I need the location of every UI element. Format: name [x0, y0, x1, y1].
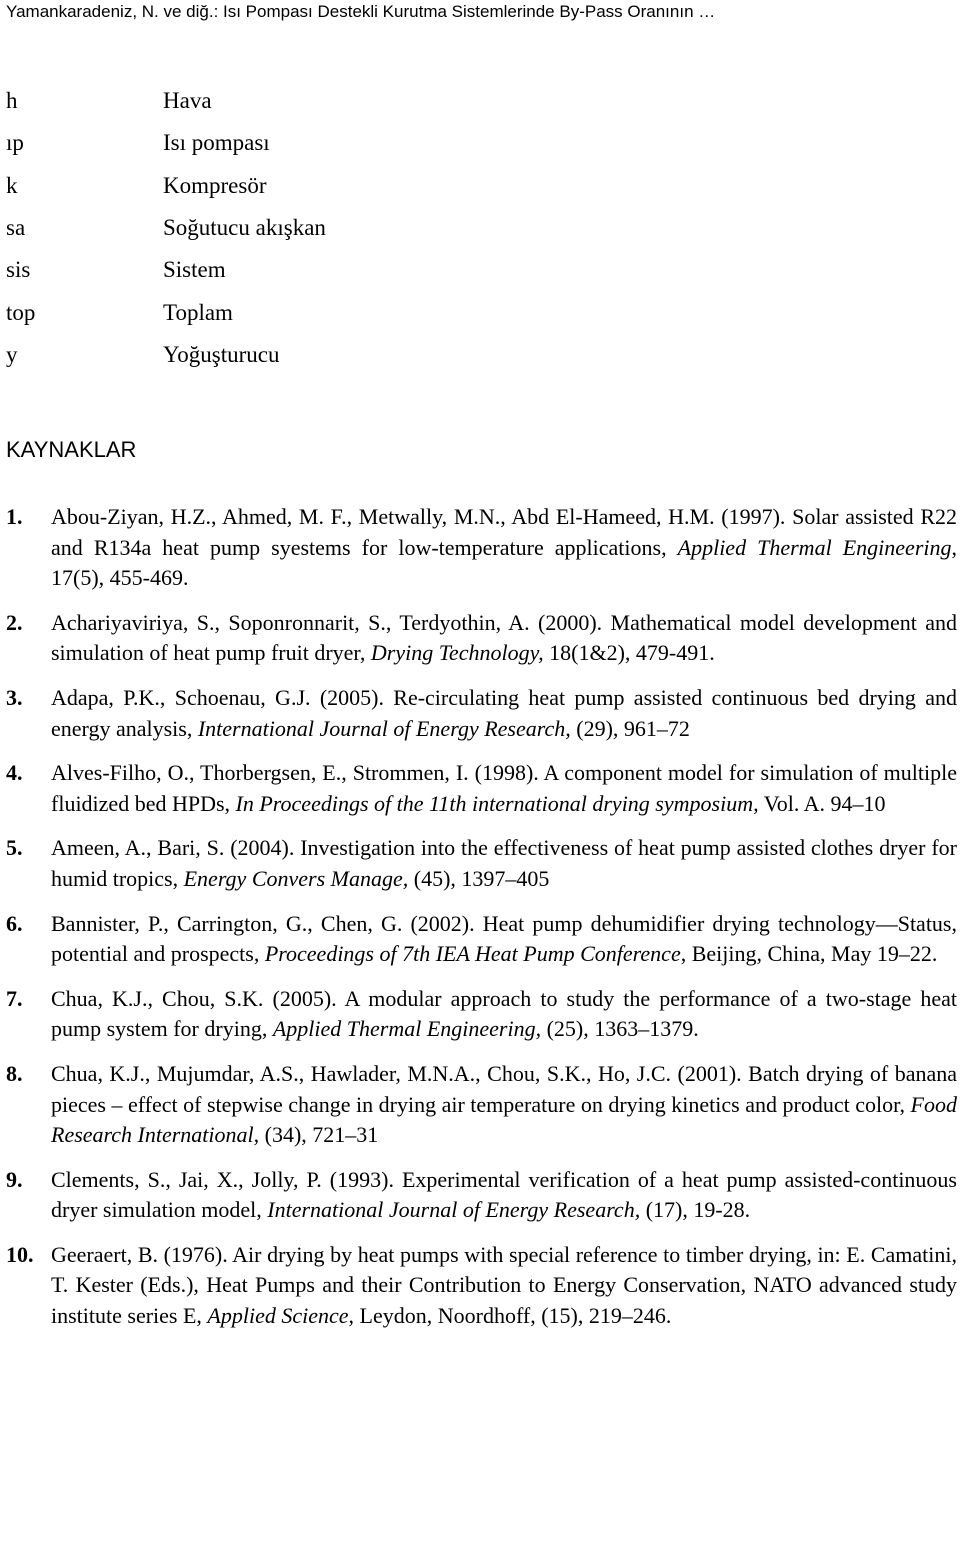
reference-journal: Proceedings of 7th IEA Heat Pump Conference: [264, 941, 681, 967]
abbreviation-row: [6, 165, 906, 207]
reference-details: (17), 19-28.: [640, 1197, 751, 1223]
reference-text: [51, 1165, 957, 1226]
reference-item: [6, 1059, 957, 1151]
reference-details: (29), 961–72: [570, 715, 690, 741]
reference-number: 4.: [6, 760, 23, 786]
abbreviation-meaning: Yoğuşturucu: [163, 341, 280, 367]
reference-text: [51, 683, 957, 744]
reference-body: Achariyaviriya, S., Soponronnarit, S., Terdyothin, A. (2000). Mathematical model development and simulation of heat pump fruit dryer,: [51, 609, 957, 666]
reference-body: Abou-Ziyan, H.Z., Ahmed, M. F., Metwally, M.N., Abd El-Hameed, H.M. (1997). Solar assisted R22 and R134a heat pump syestems for low-temperature applications,: [51, 504, 957, 560]
abbreviation-symbol: k: [6, 172, 18, 198]
reference-details: Vol. A. 94–10: [758, 790, 886, 816]
abbreviation-meaning: Kompresör: [163, 172, 267, 198]
abbreviation-meaning: Soğutucu akışkan: [163, 215, 326, 241]
reference-text: [51, 502, 957, 594]
abbreviation-row: [6, 80, 906, 122]
reference-details: , Leydon, Noordhoff, (15), 219–246.: [348, 1303, 672, 1329]
reference-number: 2.: [6, 609, 23, 635]
reference-body: Alves-Filho, O., Thorbergsen, E., Strommen, I. (1998). A component model for simulation of multiple fluidized bed HPDs,: [51, 760, 957, 816]
reference-body: Bannister, P., Carrington, G., Chen, G. (2002). Heat pump dehumidifier drying technology—Status, potential and prospects,: [51, 910, 957, 967]
reference-number: 9.: [6, 1166, 23, 1192]
reference-body: Geeraert, B. (1976). Air drying by heat pumps with special reference to timber drying, in: E. Camatini, T. Kester (Eds.), Heat Pumps and their Contribution to Energy Conservation, NATO advanced study institute series E,: [51, 1241, 957, 1329]
abbreviation-row: [6, 291, 906, 333]
reference-journal: Energy Convers Manage,: [183, 865, 409, 891]
reference-details: (34), 721–31: [259, 1122, 379, 1148]
reference-item: [6, 758, 957, 819]
reference-text: [51, 1059, 957, 1151]
reference-journal: International Journal of Energy Research,: [197, 715, 571, 741]
reference-details: , 17(5), 455-469.: [51, 534, 957, 591]
reference-body: Adapa, P.K., Schoenau, G.J. (2005). Re-circulating heat pump assisted continuous bed drying and energy analysis,: [51, 684, 957, 741]
reference-number: 5.: [6, 835, 23, 861]
reference-text: [51, 984, 957, 1045]
reference-body: Chua, K.J., Chou, S.K. (2005). A modular approach to study the performance of a two-stage heat pump system for drying,: [51, 985, 957, 1042]
reference-number: 3.: [6, 684, 23, 710]
reference-details: 18(1&2), 479-491.: [543, 640, 715, 666]
running-header: Yamankaradeniz, N. ve diğ.: Isı Pompası Destekli Kurutma Sistemlerinde By-Pass Oranının …: [6, 2, 716, 21]
abbreviation-meaning: Isı pompası: [163, 130, 270, 156]
reference-text: [51, 833, 957, 894]
reference-body: Chua, K.J., Mujumdar, A.S., Hawlader, M.N.A., Chou, S.K., Ho, J.C. (2001). Batch drying of banana pieces – effect of stepwise change in drying air temperature on drying kinetics and product color,: [51, 1060, 957, 1117]
reference-item: [6, 984, 957, 1045]
reference-journal: In Proceedings of the 11th international drying symposium,: [235, 790, 759, 816]
abbreviation-meaning: Sistem: [163, 257, 226, 283]
abbreviation-symbol: sa: [6, 215, 26, 241]
abbreviation-list: [6, 80, 906, 376]
reference-item: [6, 683, 957, 744]
references-heading: KAYNAKLAR: [6, 437, 137, 462]
abbreviation-symbol: h: [6, 88, 18, 114]
abbreviation-symbol: top: [6, 299, 36, 325]
reference-text: [51, 608, 957, 669]
reference-body: Ameen, A., Bari, S. (2004). Investigation into the effectiveness of heat pump assisted clothes dryer for humid tropics,: [51, 835, 957, 891]
abbreviation-row: [6, 122, 906, 164]
reference-item: [6, 1240, 957, 1332]
reference-item: [6, 833, 957, 894]
reference-item: [6, 909, 957, 970]
reference-item: [6, 1165, 957, 1226]
reference-list: [6, 502, 957, 1346]
reference-item: [6, 502, 957, 594]
abbreviation-symbol: y: [6, 341, 18, 367]
reference-number: 6.: [6, 910, 23, 936]
reference-text: [51, 1240, 957, 1332]
reference-text: [51, 758, 957, 819]
abbreviation-row: [6, 207, 906, 249]
reference-details: (45), 1397–405: [408, 865, 550, 891]
reference-number: 8.: [6, 1060, 23, 1086]
abbreviation-row: [6, 249, 906, 291]
reference-journal: Drying Technology,: [370, 640, 544, 666]
abbreviation-meaning: Toplam: [163, 299, 233, 325]
abbreviation-symbol: sis: [6, 257, 31, 283]
reference-journal: Applied Thermal Engineering: [677, 534, 952, 560]
reference-details: (25), 1363–1379.: [541, 1016, 699, 1042]
reference-item: [6, 608, 957, 669]
abbreviation-symbol: ıp: [6, 130, 24, 156]
reference-number: 1.: [6, 504, 23, 529]
reference-body: Clements, S., Jai, X., Jolly, P. (1993). Experimental verification of a heat pump assisted-continuous dryer simulation model,: [51, 1166, 957, 1223]
reference-journal: Applied Thermal Engineering,: [272, 1016, 542, 1042]
reference-journal: Food Research International,: [51, 1091, 957, 1148]
abbreviation-row: [6, 334, 906, 376]
reference-text: [51, 909, 957, 970]
reference-number: 7.: [6, 985, 23, 1011]
abbreviation-meaning: Hava: [163, 88, 212, 114]
reference-details: , Beijing, China, May 19–22.: [680, 941, 938, 967]
reference-journal: International Journal of Energy Research,: [267, 1197, 641, 1223]
reference-journal: Applied Science: [207, 1303, 349, 1329]
reference-number: 10.: [6, 1241, 34, 1267]
